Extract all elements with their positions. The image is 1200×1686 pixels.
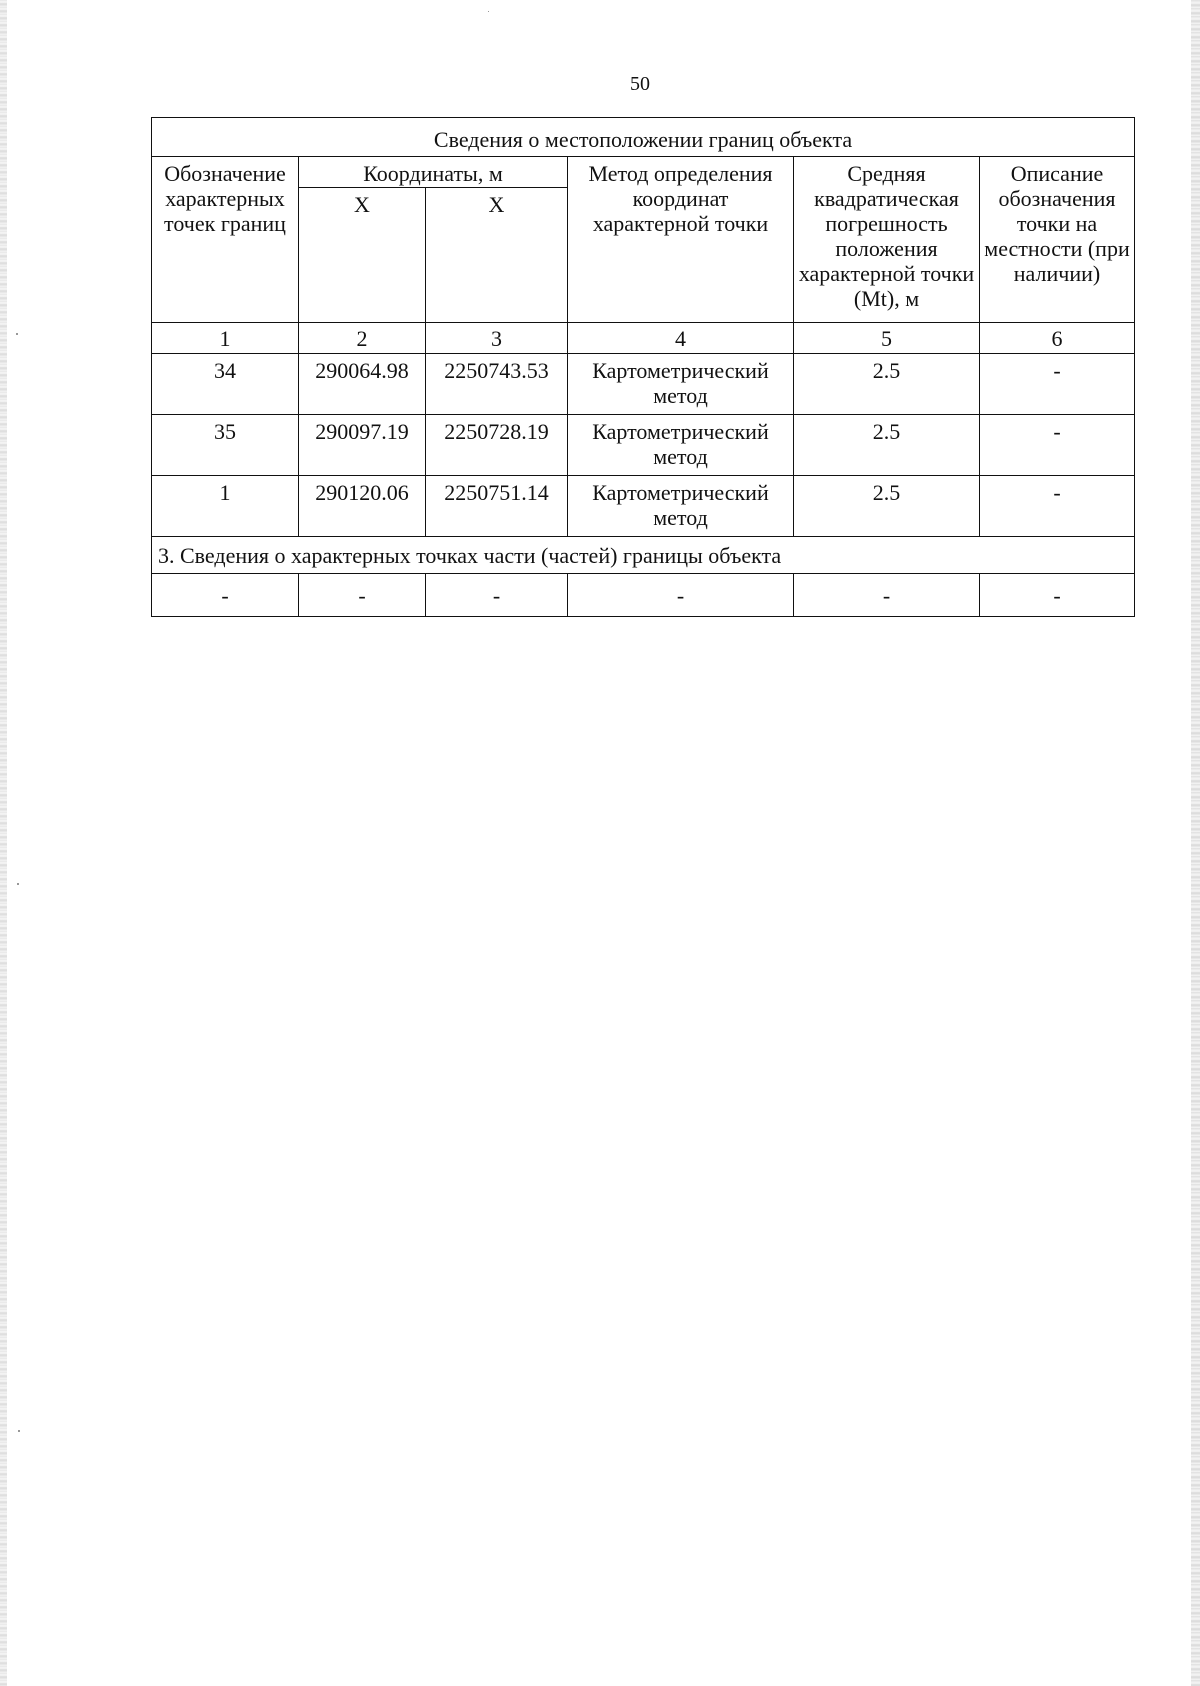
table-row	[152, 354, 1135, 415]
header-method: Метод определения координат характерной точки	[568, 157, 794, 323]
section3-cell: -	[568, 574, 794, 617]
scan-edge-right	[1191, 0, 1200, 1686]
column-number: 5	[794, 323, 980, 354]
scan-speck	[17, 883, 19, 885]
cell-description: -	[980, 476, 1135, 537]
scan-speck	[18, 1430, 20, 1432]
section3-cell: -	[980, 574, 1135, 617]
table-title: Сведения о местоположении границ объекта	[152, 118, 1135, 157]
cell-error: 2.5	[794, 476, 980, 537]
column-number: 4	[568, 323, 794, 354]
header-coord-x2: X	[426, 188, 568, 323]
scan-speck	[16, 333, 18, 335]
scan-edge-left	[0, 0, 7, 1686]
column-number: 2	[299, 323, 426, 354]
cell-point: 35	[152, 415, 299, 476]
cell-y: 2250728.19	[426, 415, 568, 476]
cell-description: -	[980, 354, 1135, 415]
section3-cell: -	[794, 574, 980, 617]
column-number: 6	[980, 323, 1135, 354]
column-number: 1	[152, 323, 299, 354]
cell-method: Картометрический метод	[568, 354, 794, 415]
cell-description: -	[980, 415, 1135, 476]
cell-x: 290064.98	[299, 354, 426, 415]
table-header-row	[152, 157, 1135, 188]
column-number: 3	[426, 323, 568, 354]
cell-x: 290097.19	[299, 415, 426, 476]
header-error: Средняя квадратическая погрешность положения характерной точки (Mt), м	[794, 157, 980, 323]
page-number: 50	[630, 73, 650, 95]
header-coord-x1: X	[299, 188, 426, 323]
cell-y: 2250751.14	[426, 476, 568, 537]
section3-cell: -	[299, 574, 426, 617]
cell-point: 34	[152, 354, 299, 415]
header-coordinates: Координаты, м	[299, 157, 568, 188]
boundary-points-table	[151, 117, 1135, 617]
section3-title-row	[152, 537, 1135, 574]
header-designation: Обозначение характерных точек границ	[152, 157, 299, 323]
scan-speck	[488, 11, 489, 12]
header-description: Описание обозначения точки на местности (при наличии)	[980, 157, 1135, 323]
table-row	[152, 476, 1135, 537]
cell-error: 2.5	[794, 354, 980, 415]
cell-x: 290120.06	[299, 476, 426, 537]
section3-cell: -	[152, 574, 299, 617]
cell-point: 1	[152, 476, 299, 537]
cell-method: Картометрический метод	[568, 476, 794, 537]
cell-error: 2.5	[794, 415, 980, 476]
section3-cell: -	[426, 574, 568, 617]
section3-row	[152, 574, 1135, 617]
table-row	[152, 415, 1135, 476]
table-title-row	[152, 118, 1135, 157]
section3-title: 3. Сведения о характерных точках части (частей) границы объекта	[152, 537, 1135, 574]
cell-method: Картометрический метод	[568, 415, 794, 476]
column-number-row	[152, 323, 1135, 354]
cell-y: 2250743.53	[426, 354, 568, 415]
